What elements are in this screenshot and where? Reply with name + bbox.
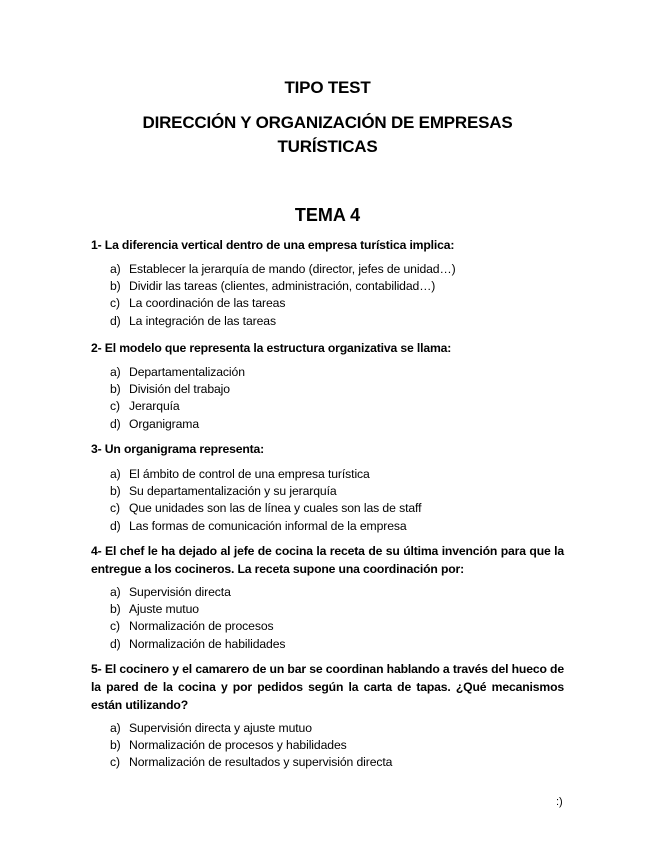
option-text: Supervisión directa y ajuste mutuo <box>129 721 312 735</box>
option-letter: b) <box>110 382 121 397</box>
option-text: Departamentalización <box>129 365 245 379</box>
question-4: 4- El chef le ha dejado al jefe de cocina la receta de su última invención para que la entregue a los cocineros. La receta supone una coordinación por: <box>91 544 564 576</box>
option-item <box>110 754 392 771</box>
option-text: Normalización de resultados y supervisión directa <box>129 755 393 770</box>
question-2: 2- El modelo que representa la estructura organizativa se llama: <box>91 341 452 355</box>
option-letter: d) <box>110 313 121 328</box>
option-item <box>110 381 245 398</box>
option-letter: c) <box>110 755 120 770</box>
option-text: La integración de las tareas <box>129 313 276 328</box>
option-item <box>110 313 456 330</box>
question-1-options <box>110 261 456 330</box>
option-letter: b) <box>110 279 121 294</box>
option-item <box>110 466 421 483</box>
option-text: Dividir las tareas (clientes, administración, contabilidad…) <box>129 279 436 294</box>
question-5-options <box>110 720 392 772</box>
option-letter: c) <box>110 619 120 634</box>
option-item <box>110 483 421 500</box>
page-title: TIPO TEST <box>284 78 371 97</box>
option-letter: a) <box>110 262 121 276</box>
option-text: Supervisión directa <box>129 585 231 599</box>
option-item <box>110 295 456 312</box>
option-letter: b) <box>110 602 121 617</box>
option-text: El ámbito de control de una empresa turística <box>129 467 370 481</box>
option-letter: d) <box>110 518 121 533</box>
option-text: Que unidades son las de línea y cuales son las de staff <box>129 501 422 516</box>
option-letter: a) <box>110 585 121 599</box>
option-text: Normalización de procesos <box>129 619 274 634</box>
option-item <box>110 636 285 653</box>
question-4-options <box>110 584 285 653</box>
option-item <box>110 518 421 535</box>
option-item <box>110 737 392 754</box>
option-item <box>110 278 456 295</box>
option-letter: d) <box>110 636 121 651</box>
option-text: Establecer la jerarquía de mando (director, jefes de unidad…) <box>129 262 456 276</box>
question-1: 1- La diferencia vertical dentro de una empresa turística implica: <box>91 238 455 252</box>
option-letter: a) <box>110 467 121 481</box>
option-text: Normalización de habilidades <box>129 636 286 651</box>
option-letter: b) <box>110 738 121 753</box>
option-letter: d) <box>110 416 121 431</box>
option-letter: a) <box>110 365 121 379</box>
page-footer-smiley: :) <box>556 796 563 808</box>
option-item <box>110 398 245 415</box>
subject-title-line-2: TURÍSTICAS <box>277 137 378 156</box>
option-letter: c) <box>110 296 120 311</box>
option-item <box>110 416 245 433</box>
option-item <box>110 261 456 278</box>
option-item <box>110 500 421 517</box>
option-text: La coordinación de las tareas <box>129 296 286 311</box>
option-text: Ajuste mutuo <box>129 602 199 617</box>
option-letter: a) <box>110 721 121 735</box>
option-text: Organigrama <box>129 416 200 431</box>
question-5: 5- El cocinero y el camarero de un bar se coordinan hablando a través del hueco de la pared de la cocina y por pedidos según la carta de tapas. ¿Qué mecanismos están utilizando? <box>91 662 564 712</box>
option-letter: b) <box>110 484 121 499</box>
question-3: 3- Un organigrama representa: <box>91 442 265 456</box>
option-text: Las formas de comunicación informal de la empresa <box>129 518 407 533</box>
question-3-options <box>110 466 421 535</box>
topic-heading: TEMA 4 <box>294 205 361 225</box>
option-item <box>110 601 285 618</box>
question-2-options <box>110 364 245 433</box>
option-text: Jerarquía <box>129 399 180 414</box>
option-letter: c) <box>110 399 120 414</box>
option-text: Su departamentalización y su jerarquía <box>129 484 337 499</box>
option-item <box>110 584 285 601</box>
option-item <box>110 618 285 635</box>
option-item <box>110 364 245 381</box>
option-text: División del trabajo <box>129 382 230 397</box>
option-item <box>110 720 392 737</box>
option-text: Normalización de procesos y habilidades <box>129 738 347 753</box>
subject-title-line-1: DIRECCIÓN Y ORGANIZACIÓN DE EMPRESAS <box>142 113 513 132</box>
option-letter: c) <box>110 501 120 516</box>
